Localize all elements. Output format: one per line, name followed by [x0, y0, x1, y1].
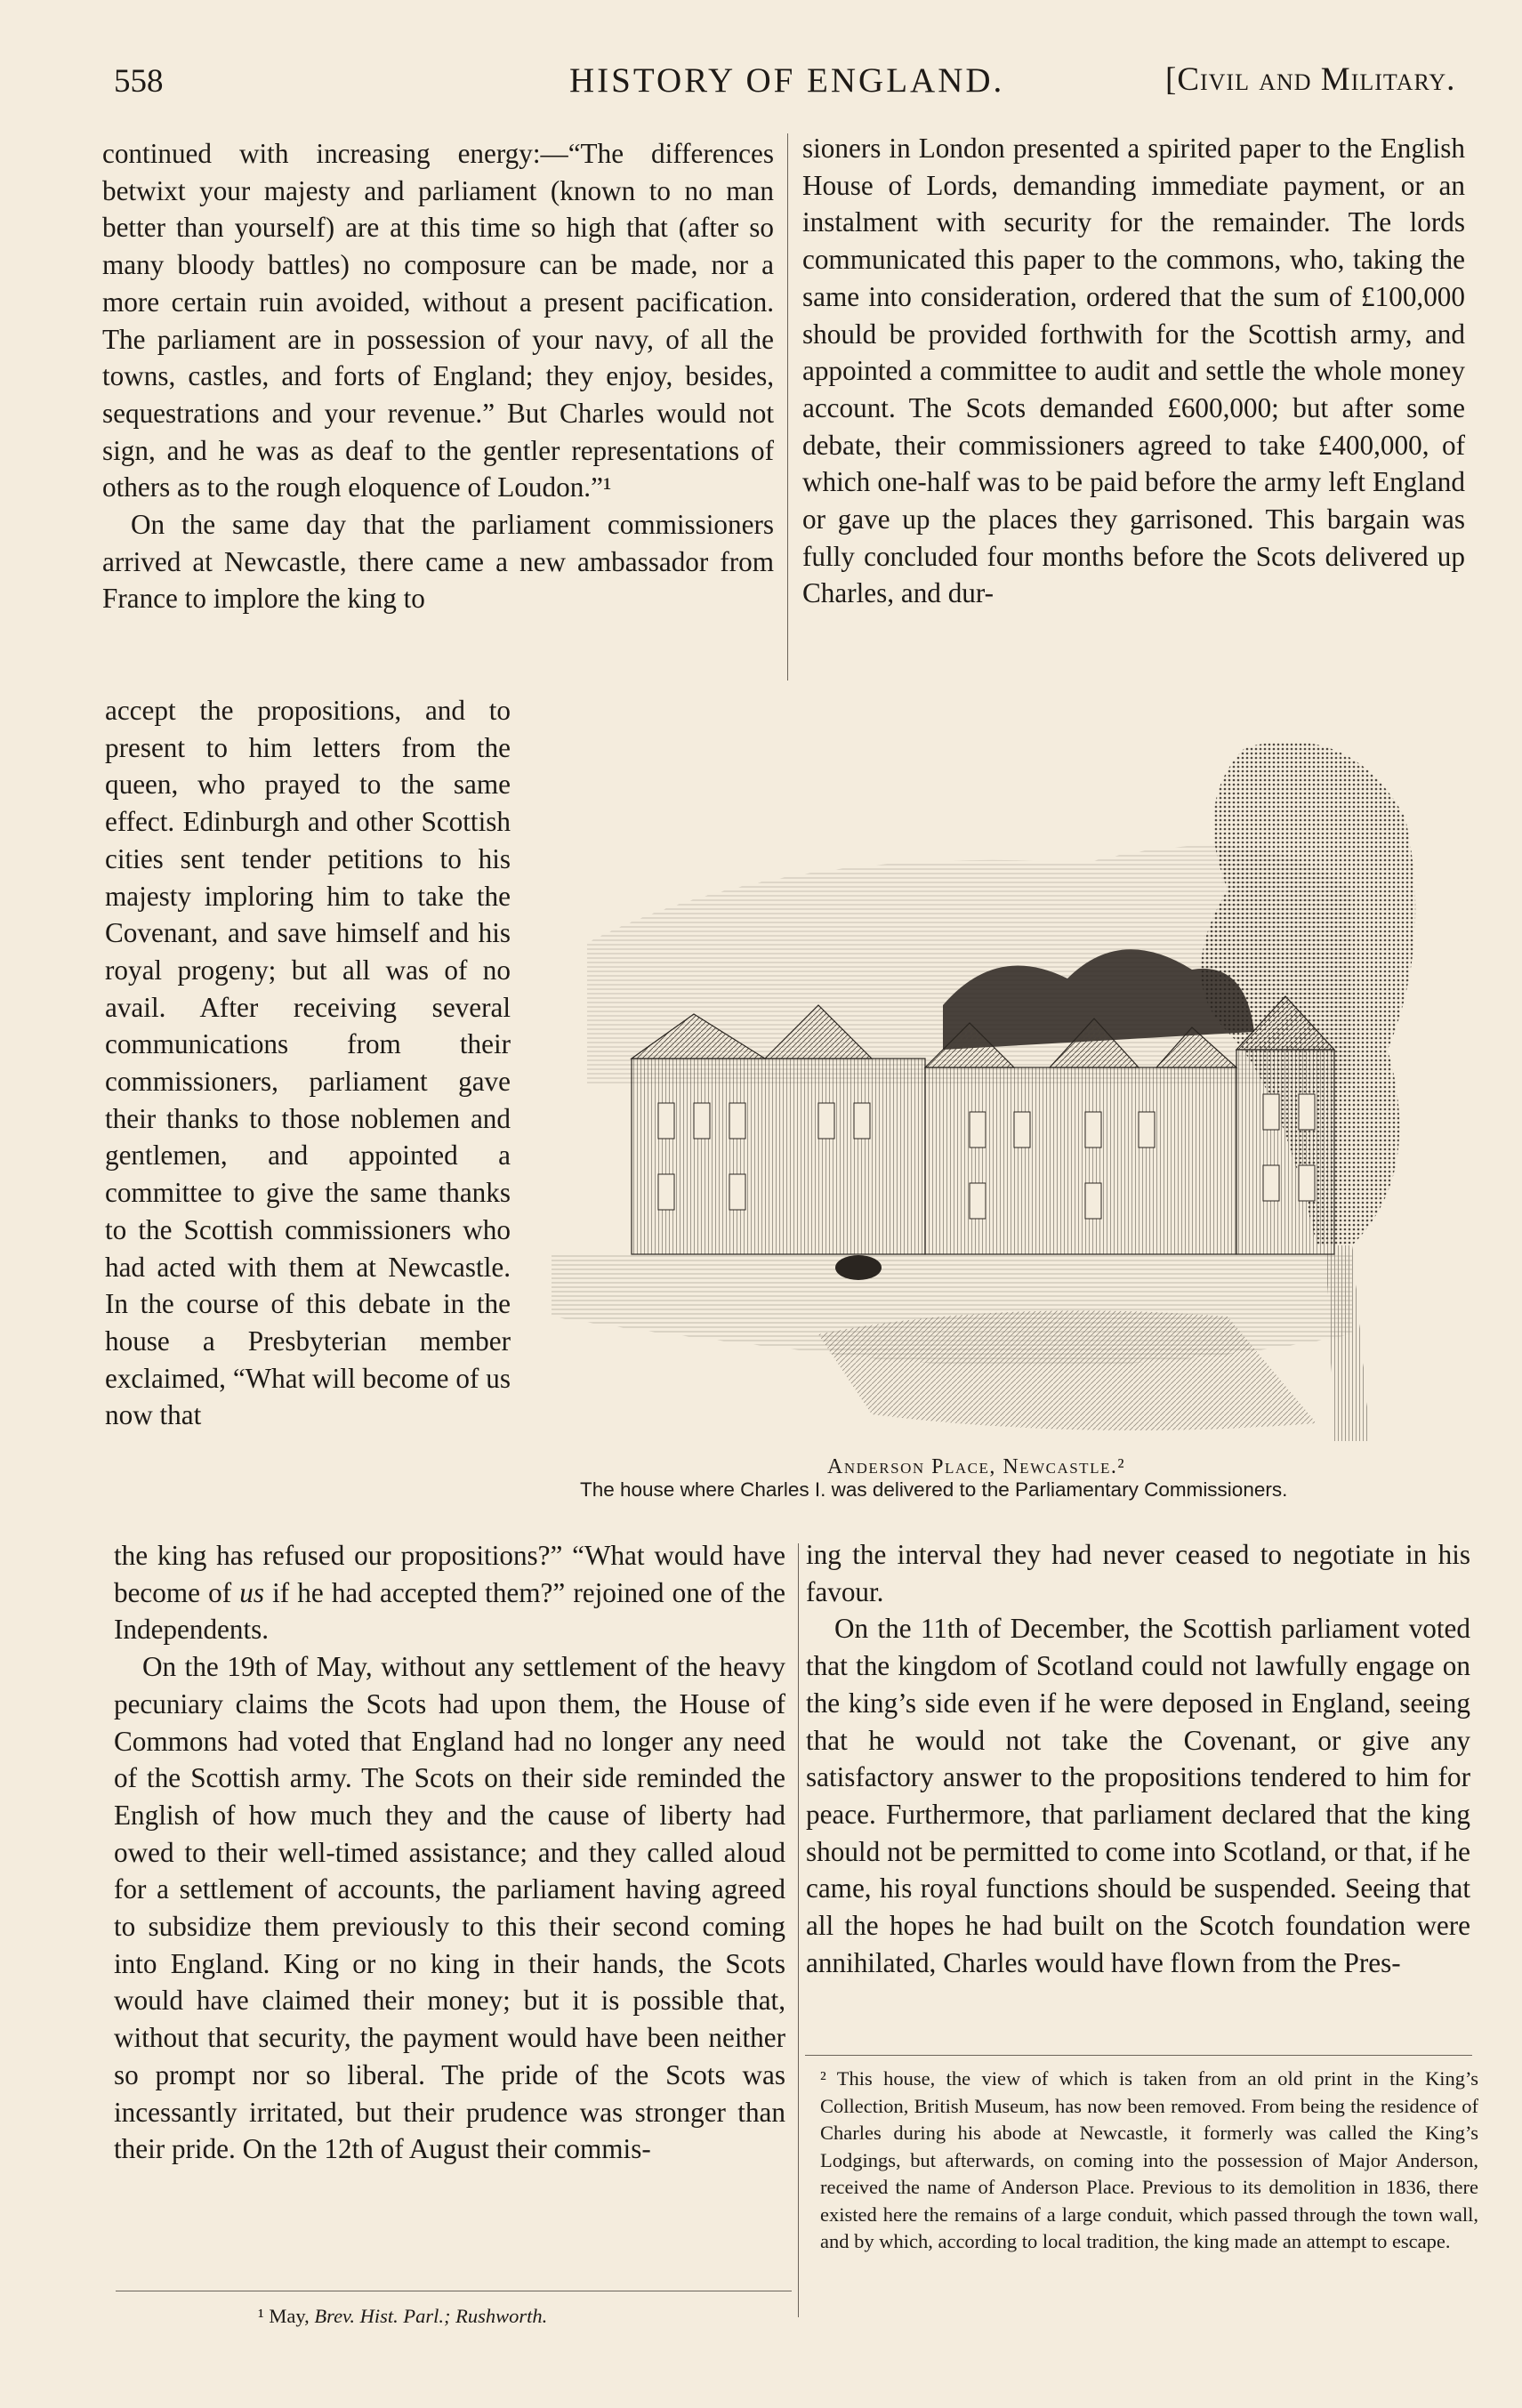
- text-run: the king has refused our propositions?” “What would have become of: [114, 1540, 785, 1608]
- footnote-2-text: ² This house, the view of which is taken from an old print in the King’s Collection, British Museum, has now been removed. From being the residence of Charles during his abode at Newcastle, it formerly was called the King’s Lodgings, but afterwards, on coming into the possession of Major Anderson, received the name of Anderson Place. Previous to its demolition in 1836, there existed here the remains of a large conduit, which passed through the town wall, and by which, according to local tradition, the king made an attempt to escape.: [820, 2067, 1478, 2252]
- column-divider: [787, 133, 788, 681]
- text-run: if he had accepted them?” rejoined one of the Independents.: [114, 1576, 786, 1646]
- left-column-bottom: [114, 1537, 785, 2168]
- paragraph: [114, 1537, 785, 1648]
- figure-caption-title: Anderson Place, Newcastle.²: [827, 1455, 1126, 1478]
- footnote-rule: [805, 2055, 1472, 2056]
- engraving-anderson-place: [552, 712, 1432, 1450]
- left-column-top: [102, 135, 774, 617]
- paragraph: On the 19th of May, without any settlement of the heavy pecuniary claims the Scots had upon them, the House of Commons had voted that England had no longer any need of the Scottish army. The Scots on their side reminded the English of how much they and the cause of liberty had owed to their well-timed assistance; and they called aloud for a settlement of accounts, the parliament having agreed to subsidize them previously to this their second coming into England. King or no king in their hands, the Scots would have claimed their money; but it is possible that, without that security, the payment would have been neither so prompt nor so liberal. The pride of the Scots was incessantly irritated, but their prudence was stronger than their pride. On the 12th of August their commis-: [114, 1651, 785, 2165]
- figure-caption-subtitle: The house where Charles I. was delivered to the Parliamentary Commissioners.: [580, 1478, 1288, 1501]
- running-title: HISTORY OF ENGLAND.: [569, 61, 1005, 100]
- paragraph: On the same day that the parliament commissioners arrived at Newcastle, there came a new ambassador from France to implore the king to: [102, 509, 774, 615]
- paragraph: ing the interval they had never ceased to negotiate in his favour.: [806, 1539, 1470, 1607]
- section-tag: [Civil and Military.: [1165, 61, 1456, 98]
- running-header: [0, 55, 1522, 109]
- page-number: 558: [114, 63, 164, 100]
- right-column-top: [802, 130, 1465, 612]
- right-column-bottom: [806, 1536, 1470, 1981]
- footnote-1: [258, 2305, 547, 2328]
- column-divider: [798, 1543, 799, 2317]
- paragraph: continued with increasing energy:—“The differences betwixt your majesty and parliament (known to no man better than yourself) are at this time so high that (after so many bloody battles) no composure can be made, nor a more certain ruin avoided, without a present pacification. The parliament are in possession of your navy, of all the towns, castles, and forts of England; they enjoy, besides, sequestrations and your revenue.” But Charles would not sign, and he was as deaf to the gentler representations of others as to the rough eloquence of Loudon.”¹: [102, 138, 774, 503]
- footnote-1-mark: ¹ May,: [258, 2305, 315, 2327]
- left-column-narrow: [105, 692, 511, 1434]
- footnote-1-source: Brev. Hist. Parl.; Rushworth.: [314, 2305, 548, 2327]
- emphasis: us: [239, 1576, 264, 1608]
- footnote-2: [820, 2066, 1478, 2256]
- paragraph: sioners in London presented a spirited paper to the English House of Lords, demanding immediate payment, or an instalment with security for the remainder. The lords communicated this paper to the commons, who, taking the same into consideration, ordered that the sum of £100,000 should be provided forthwith for the Scottish army, and appointed a committee to audit and settle the whole money account. The Scots demanded £600,000; but after some debate, their commissioners agreed to take £400,000, of which one-half was to be paid before the army left England or gave up the places they garrisoned. This bargain was fully concluded four months before the Scots delivered up Charles, and dur-: [802, 133, 1465, 609]
- paragraph: On the 11th of December, the Scottish parliament voted that the kingdom of Scotland could not lawfully engage on the king’s side even if he were deposed in England, seeing that he would not take the Covenant, or give any satisfactory answer to the propositions tendered to him for peace. Furthermore, that parliament declared that the king should not be permitted to come into Scotland, or that, if he came, his royal functions should be suspended. Seeing that all the hopes he had built on the Scotch foundation were annihilated, Charles would have flown from the Pres-: [806, 1613, 1470, 1978]
- paragraph: accept the propositions, and to present to him letters from the queen, who prayed to the same effect. Edinburgh and other Scottish cities sent tender petitions to his majesty imploring him to take the Covenant, and save himself and his royal progeny; but all was of no avail. After receiving several communications from their commissioners, parliament gave their thanks to those noblemen and gentlemen, and appointed a committee to give the same thanks to the Scottish commissioners who had acted with them at Newcastle. In the course of this debate in the house a Presbyterian member exclaimed, “What will become of us now that: [105, 695, 511, 1431]
